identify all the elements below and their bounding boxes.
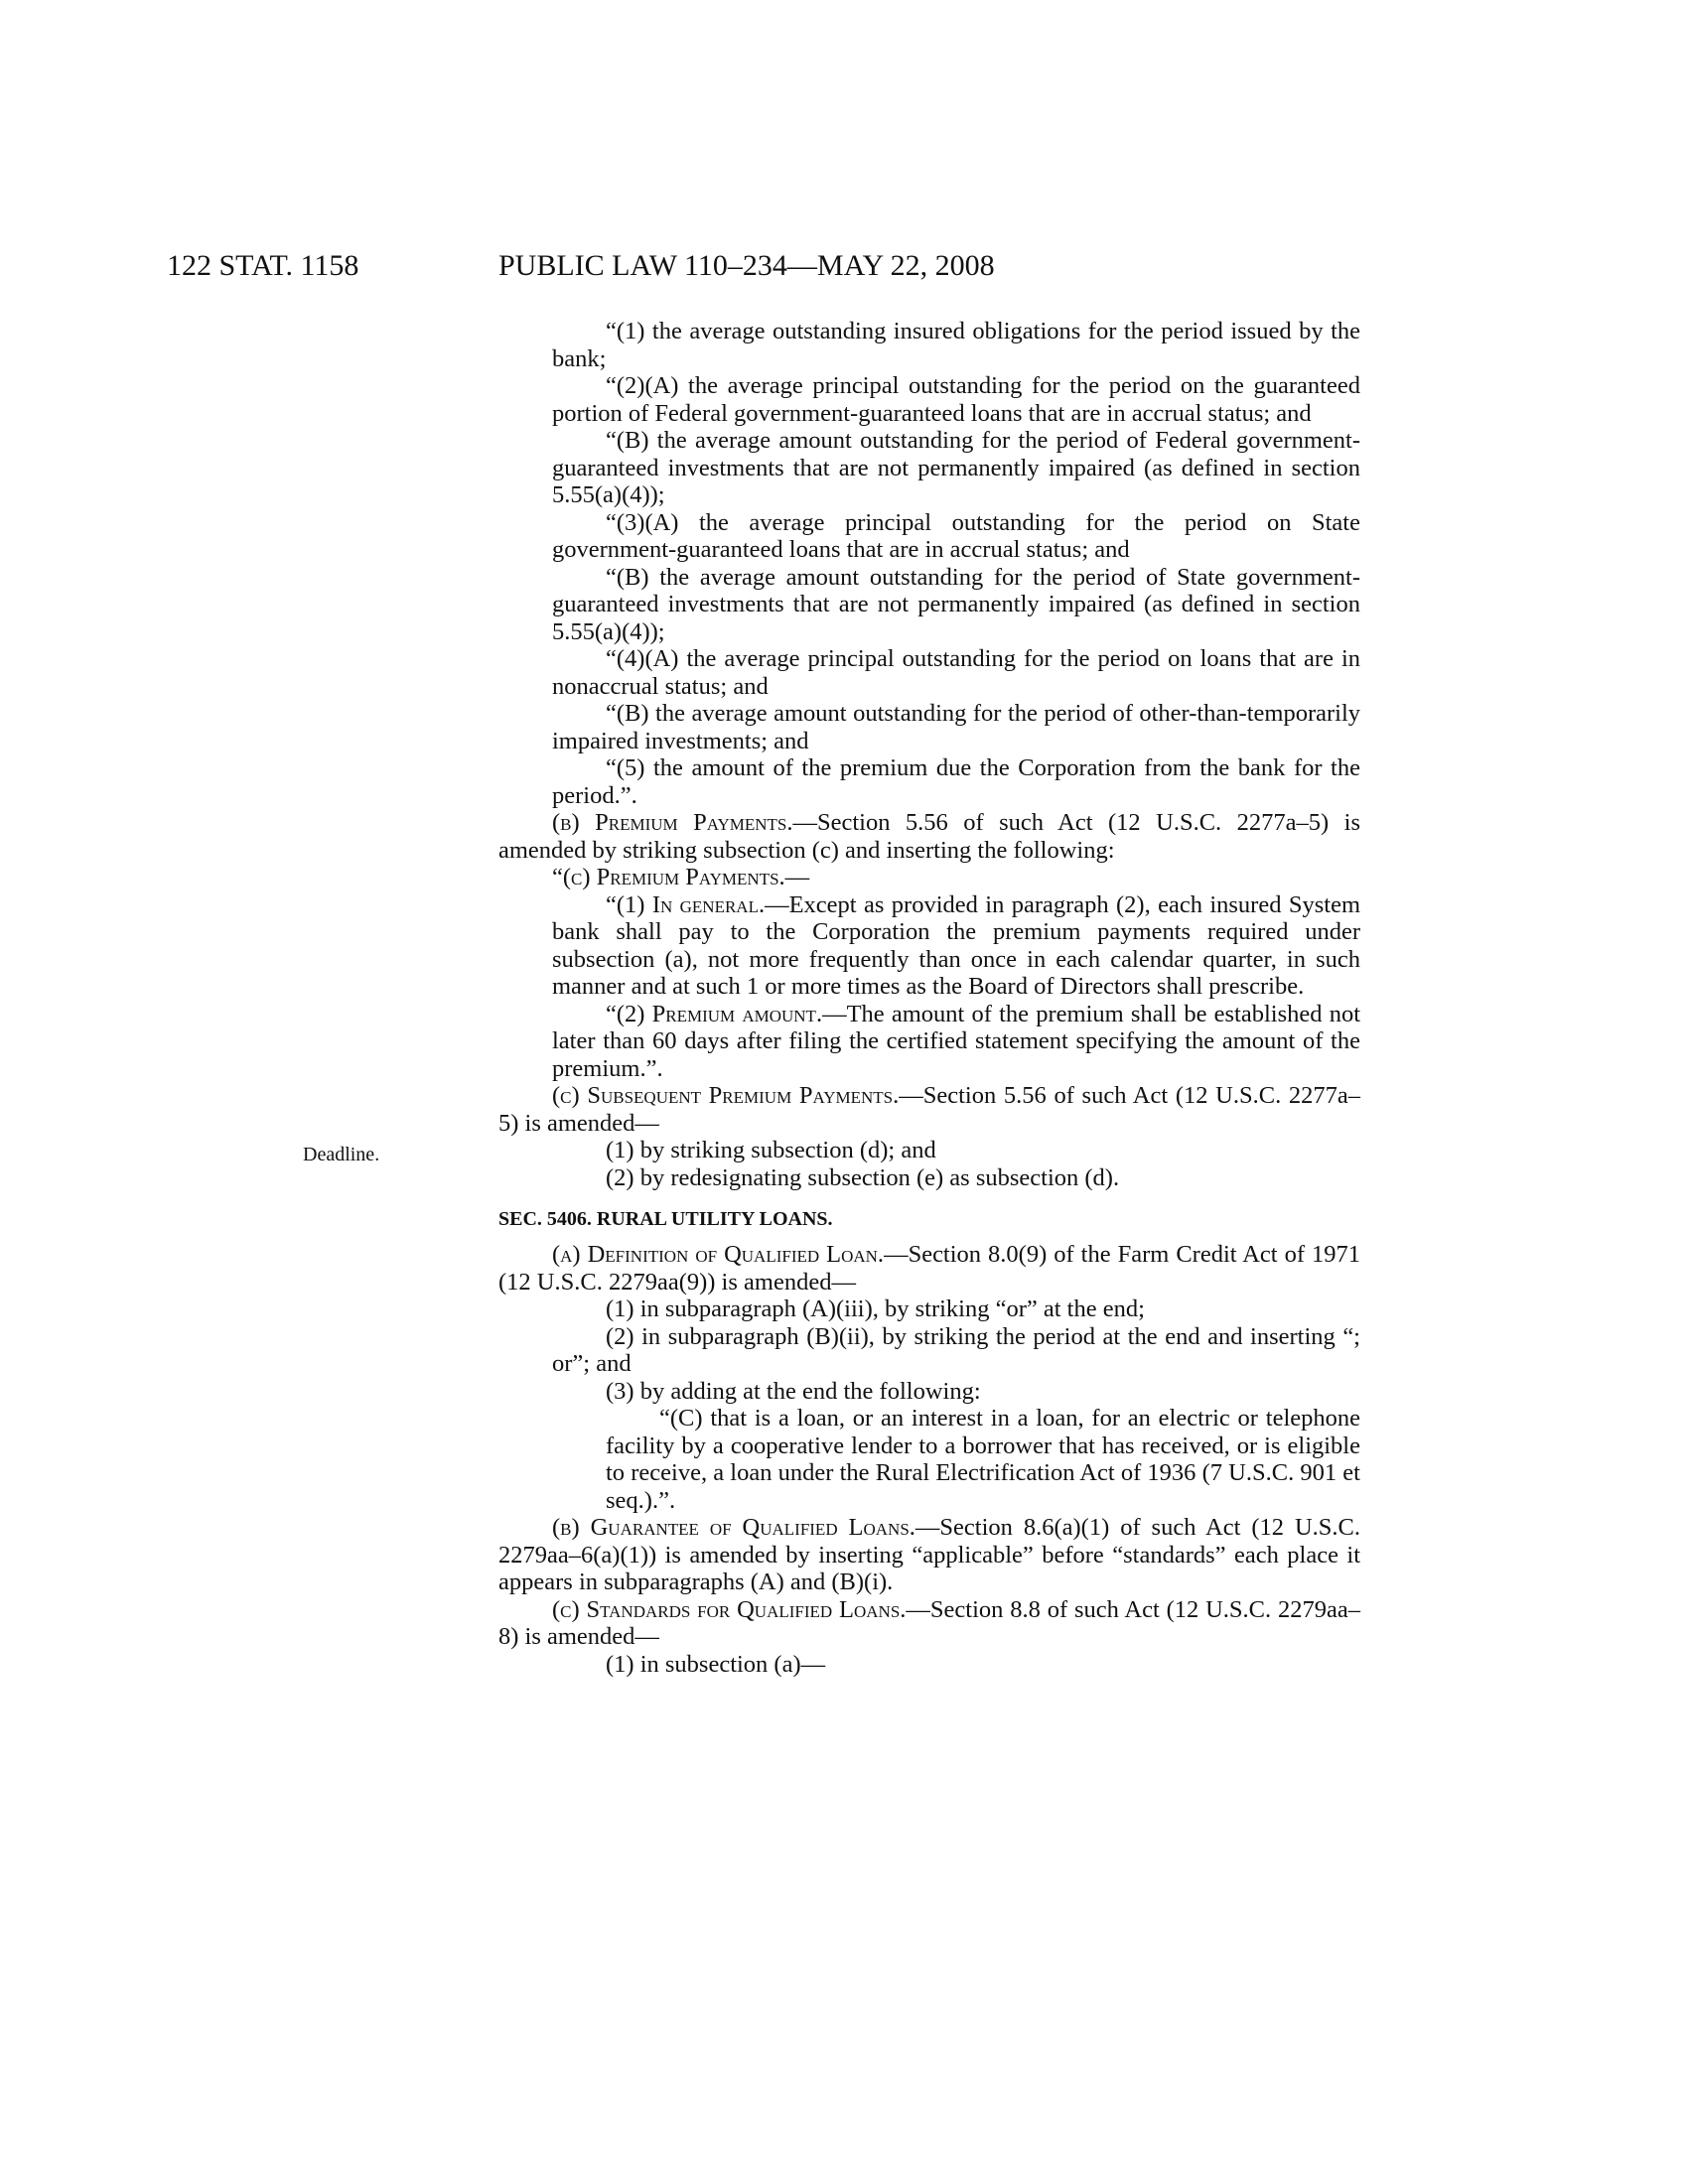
- paragraph-text: —Section 5.56 of such Act (12 U.S.C. 2277a–5) is amended by striking subsection (c) and inserting the following:: [498, 809, 1360, 864]
- paragraph: “(B) the average amount outstanding for the period of State government-guaranteed investments that are not permanently impaired (as defined in section 5.55(a)(4));: [552, 563, 1360, 645]
- margin-note-deadline: Deadline.: [303, 1144, 380, 1165]
- paragraph-premium-payments: [498, 809, 1360, 864]
- paragraph: “(2)(A) the average principal outstanding for the period on the guaranteed portion of Federal government-guaranteed loans that are in accrual status; and: [552, 372, 1360, 427]
- paragraph: [498, 1514, 1360, 1596]
- paragraph: (2) by redesignating subsection (e) as subsection (d).: [606, 1163, 1120, 1191]
- paragraph: “(1) the average outstanding insured obligations for the period issued by the bank;: [552, 318, 1360, 372]
- subsection-heading: (b) Guarantee of Qualified Loans.: [552, 1514, 915, 1541]
- paragraph: [498, 1596, 1360, 1651]
- paragraph: “(B) the average amount outstanding for the period of other-than-temporarily impaired investments; and: [552, 700, 1360, 754]
- paragraph: “(4)(A) the average principal outstanding for the period on loans that are in nonaccrual status; and: [552, 645, 1360, 700]
- paragraph: “(C) that is a loan, or an interest in a loan, for an electric or telephone facility by a cooperative lender to a borrower that has received, or is eligible to receive, a loan under the Rural Electrification Act of 1936 (7 U.S.C. 901 et seq.).”.: [606, 1405, 1360, 1514]
- paragraph: [498, 891, 1360, 1001]
- paragraph-text: —The amount of the premium shall be established not later than 60 days after filing the certified statement specifying the amount of the premium.”.: [552, 1000, 1361, 1082]
- paragraph-text: —Section 5.56 of such Act (12 U.S.C. 2277a–5) is amended—: [498, 1082, 1360, 1137]
- running-header-title: PUBLIC LAW 110–234—MAY 22, 2008: [498, 249, 995, 282]
- paragraph: “(B) the average amount outstanding for the period of Federal government-guaranteed investments that are not permanently impaired (as defined in section 5.55(a)(4));: [552, 427, 1360, 508]
- paragraph: [498, 1082, 1360, 1137]
- paragraph: [498, 864, 1360, 891]
- subsection-heading: (c) Standards for Qualified Loans.: [552, 1595, 907, 1623]
- paragraph-text: —: [784, 864, 810, 890]
- subsection-heading: “(1) In general.: [606, 890, 766, 918]
- paragraph-text: —Except as provided in paragraph (2), each insured System bank shall pay to the Corporation the premium payments required under subsection (a), not more frequently than once in each calendar quarter, in such manner and at such 1 or more times as the Board of Directors shall prescribe.: [552, 890, 1360, 1000]
- subsection-heading: “(c) Premium Payments.: [552, 864, 785, 890]
- paragraph: (2) in subparagraph (B)(ii), by striking the period at the end and inserting “; or”; and: [552, 1322, 1360, 1377]
- paragraph: (1) by striking subsection (d); and: [606, 1137, 936, 1163]
- document-body: [498, 318, 1360, 1678]
- paragraph: “(5) the amount of the premium due the Corporation from the bank for the period.”.: [552, 754, 1360, 809]
- subsection-heading: (b) Premium Payments.: [552, 809, 793, 836]
- paragraph-text: —Section 8.8 of such Act (12 U.S.C. 2279aa–8) is amended—: [498, 1595, 1360, 1650]
- paragraph: [498, 1241, 1360, 1296]
- paragraph: (1) in subparagraph (A)(iii), by striking “or” at the end;: [606, 1296, 1145, 1322]
- paragraph: (1) in subsection (a)—: [606, 1650, 826, 1678]
- paragraph-text: —Section 8.0(9) of the Farm Credit Act of 1971 (12 U.S.C. 2279aa(9)) is amended—: [498, 1241, 1360, 1296]
- subsection-heading: “(2) Premium amount.: [606, 1000, 823, 1027]
- section-heading: SEC. 5406. RURAL UTILITY LOANS.: [498, 1208, 833, 1230]
- paragraph: (3) by adding at the end the following:: [606, 1377, 981, 1405]
- subsection-heading: (a) Definition of Qualified Loan.: [552, 1241, 885, 1268]
- statute-page-number: 122 STAT. 1158: [167, 249, 359, 282]
- subsection-heading: (c) Subsequent Premium Payments.: [552, 1082, 900, 1109]
- paragraph-text: —Section 8.6(a)(1) of such Act (12 U.S.C. 2279aa–6(a)(1)) is amended by inserting “applicable” before “standards” each place it appears in subparagraphs (A) and (B)(i).: [498, 1514, 1361, 1595]
- paragraph: “(3)(A) the average principal outstanding for the period on State government-guaranteed loans that are in accrual status; and: [552, 508, 1360, 563]
- paragraph: [498, 1001, 1360, 1083]
